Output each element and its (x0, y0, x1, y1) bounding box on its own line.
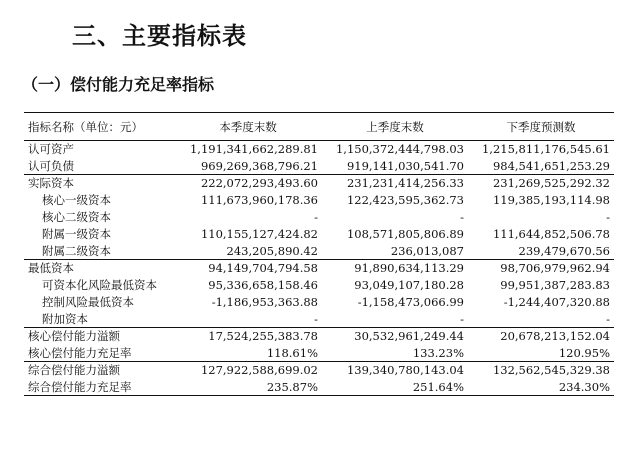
table-row (24, 209, 614, 226)
table-row (24, 141, 614, 158)
table-row (24, 192, 614, 209)
cell-previous: 919,141,030,541.70 (346, 158, 464, 173)
cell-forecast: 1,215,811,176,545.61 (481, 142, 610, 157)
table-row (24, 362, 614, 379)
cell-previous: 108,571,805,806.89 (346, 227, 464, 241)
cell-forecast: 132,562,545,329.38 (468, 362, 614, 379)
row-label: 核心偿付能力充足率 (28, 345, 132, 360)
table-row (24, 260, 614, 277)
cell-previous: - (460, 311, 464, 326)
row-label: 控制风险最低资本 (42, 295, 134, 309)
cell-forecast: 239,479,670.56 (518, 243, 610, 258)
cell-forecast: 98,706,979,962.94 (468, 260, 614, 277)
cell-previous: - (460, 210, 464, 224)
row-label: 认可资产 (28, 142, 74, 157)
cell-current: 110,155,127,424.82 (200, 227, 318, 241)
cell-current: 111,673,960,178.36 (200, 193, 318, 207)
cell-current: 118.61% (266, 345, 318, 360)
cell-previous: -1,158,473,066.99 (357, 295, 464, 309)
cell-current: -1,186,953,363.88 (211, 295, 318, 309)
table-row (24, 277, 614, 294)
cell-current: 127,922,588,699.02 (174, 362, 322, 379)
cell-previous: 1,150,372,444,798.03 (335, 142, 464, 157)
header-indicator-name: 指标名称（单位：元） (24, 113, 174, 141)
row-label: 核心一级资本 (42, 193, 111, 207)
solvency-indicator-table (24, 112, 614, 396)
header-current-quarter: 本季度末数 (174, 113, 322, 141)
row-label: 附属二级资本 (42, 243, 111, 258)
cell-previous: 122,423,595,362.73 (346, 193, 464, 207)
row-label: 综合偿付能力溢额 (24, 362, 174, 379)
table-subtitle: （一）偿付能力充足率指标 (22, 75, 215, 94)
row-label: 实际资本 (24, 175, 174, 192)
cell-forecast: 234.30% (468, 379, 614, 396)
cell-previous: 30,532,961,249.44 (322, 328, 468, 345)
table-row (24, 345, 614, 362)
cell-current: 969,269,368,796.21 (200, 158, 318, 173)
header-previous-quarter: 上季度末数 (322, 113, 468, 141)
row-label: 认可负债 (28, 158, 74, 173)
cell-previous: 139,340,780,143.04 (322, 362, 468, 379)
row-label: 可资本化风险最低资本 (42, 278, 157, 292)
cell-forecast: -1,244,407,320.88 (503, 295, 610, 309)
cell-previous: 133.23% (412, 345, 464, 360)
cell-current: 222,072,293,493.60 (174, 175, 322, 192)
table-row (24, 158, 614, 175)
row-label: 核心二级资本 (42, 210, 111, 224)
table-header-row (24, 113, 614, 141)
table-row (24, 311, 614, 328)
cell-forecast: 984,541,651,253.29 (492, 158, 610, 173)
cell-current: 17,524,255,383.78 (174, 328, 322, 345)
cell-forecast: 120.95% (558, 345, 610, 360)
row-label: 综合偿付能力充足率 (24, 379, 174, 396)
table-row (24, 243, 614, 260)
cell-current: 1,191,341,662,289.81 (189, 142, 318, 157)
cell-previous: 91,890,634,113.29 (322, 260, 468, 277)
cell-forecast: 111,644,852,506.78 (492, 227, 610, 241)
cell-previous: 251.64% (322, 379, 468, 396)
row-label: 附属一级资本 (42, 227, 111, 241)
cell-forecast: 119,385,193,114.98 (492, 193, 610, 207)
row-label: 核心偿付能力溢额 (24, 328, 174, 345)
table-row (24, 379, 614, 396)
cell-current: 243,205,890.42 (226, 243, 318, 258)
cell-forecast: 20,678,213,152.04 (468, 328, 614, 345)
cell-previous: 93,049,107,180.28 (354, 278, 464, 292)
cell-forecast: - (606, 210, 610, 224)
cell-current: - (314, 210, 318, 224)
section-title: 三、主要指标表 (72, 22, 247, 50)
row-label: 附加资本 (42, 311, 88, 326)
table-row (24, 328, 614, 345)
cell-current: 95,336,658,158.46 (208, 278, 318, 292)
cell-previous: 236,013,087 (390, 243, 464, 258)
cell-previous: 231,231,414,256.33 (322, 175, 468, 192)
row-label: 最低资本 (24, 260, 174, 277)
header-next-quarter-forecast: 下季度预测数 (468, 113, 614, 141)
table-row (24, 226, 614, 243)
cell-forecast: 231,269,525,292.32 (468, 175, 614, 192)
cell-current: - (314, 311, 318, 326)
table-row (24, 294, 614, 311)
cell-forecast: - (606, 311, 610, 326)
cell-current: 94,149,704,794.58 (174, 260, 322, 277)
cell-forecast: 99,951,387,283.83 (500, 278, 610, 292)
table-row (24, 175, 614, 192)
cell-current: 235.87% (174, 379, 322, 396)
